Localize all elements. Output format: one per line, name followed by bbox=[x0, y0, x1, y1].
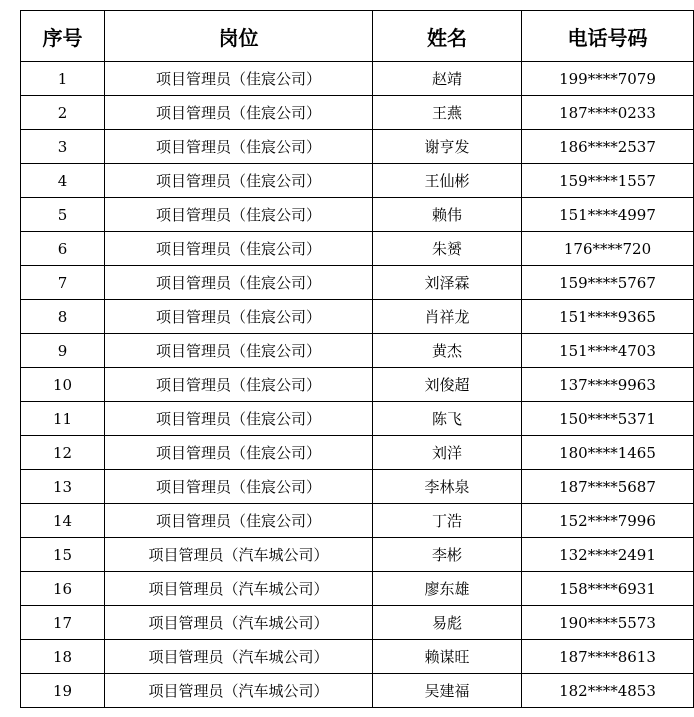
table-row bbox=[21, 572, 694, 606]
table-row bbox=[21, 96, 694, 130]
table-row bbox=[21, 232, 694, 266]
table-row bbox=[21, 674, 694, 708]
cell-index: 4 bbox=[21, 164, 105, 198]
header-index: 序号 bbox=[21, 11, 105, 62]
cell-name: 吴建福 bbox=[373, 674, 522, 708]
cell-name: 刘洋 bbox=[373, 436, 522, 470]
cell-post: 项目管理员（佳宸公司） bbox=[105, 130, 373, 164]
table-row bbox=[21, 470, 694, 504]
cell-phone: 159****1557 bbox=[522, 164, 694, 198]
cell-name: 王仙彬 bbox=[373, 164, 522, 198]
cell-phone: 187****0233 bbox=[522, 96, 694, 130]
header-name: 姓名 bbox=[373, 11, 522, 62]
cell-index: 18 bbox=[21, 640, 105, 674]
cell-post: 项目管理员（佳宸公司） bbox=[105, 334, 373, 368]
cell-index: 8 bbox=[21, 300, 105, 334]
cell-index: 3 bbox=[21, 130, 105, 164]
cell-post: 项目管理员（佳宸公司） bbox=[105, 198, 373, 232]
cell-name: 廖东雄 bbox=[373, 572, 522, 606]
cell-name: 赖谋旺 bbox=[373, 640, 522, 674]
cell-phone: 187****8613 bbox=[522, 640, 694, 674]
cell-post: 项目管理员（汽车城公司） bbox=[105, 538, 373, 572]
table-row bbox=[21, 640, 694, 674]
table-row bbox=[21, 198, 694, 232]
cell-phone: 159****5767 bbox=[522, 266, 694, 300]
cell-name: 王燕 bbox=[373, 96, 522, 130]
cell-index: 11 bbox=[21, 402, 105, 436]
cell-post: 项目管理员（佳宸公司） bbox=[105, 62, 373, 96]
cell-index: 6 bbox=[21, 232, 105, 266]
cell-index: 13 bbox=[21, 470, 105, 504]
cell-index: 5 bbox=[21, 198, 105, 232]
cell-index: 16 bbox=[21, 572, 105, 606]
table-body bbox=[21, 62, 694, 708]
cell-phone: 158****6931 bbox=[522, 572, 694, 606]
cell-name: 丁浩 bbox=[373, 504, 522, 538]
cell-phone: 187****5687 bbox=[522, 470, 694, 504]
cell-index: 2 bbox=[21, 96, 105, 130]
table-row bbox=[21, 300, 694, 334]
cell-name: 刘泽霖 bbox=[373, 266, 522, 300]
cell-post: 项目管理员（汽车城公司） bbox=[105, 572, 373, 606]
table-row bbox=[21, 436, 694, 470]
header-post: 岗位 bbox=[105, 11, 373, 62]
cell-index: 14 bbox=[21, 504, 105, 538]
cell-post: 项目管理员（佳宸公司） bbox=[105, 402, 373, 436]
cell-name: 谢亨发 bbox=[373, 130, 522, 164]
cell-phone: 182****4853 bbox=[522, 674, 694, 708]
cell-index: 10 bbox=[21, 368, 105, 402]
header-row bbox=[21, 11, 694, 62]
table-row bbox=[21, 402, 694, 436]
cell-phone: 186****2537 bbox=[522, 130, 694, 164]
cell-phone: 137****9963 bbox=[522, 368, 694, 402]
cell-post: 项目管理员（佳宸公司） bbox=[105, 368, 373, 402]
cell-name: 陈飞 bbox=[373, 402, 522, 436]
cell-phone: 151****4703 bbox=[522, 334, 694, 368]
cell-post: 项目管理员（汽车城公司） bbox=[105, 606, 373, 640]
table-row bbox=[21, 62, 694, 96]
cell-index: 7 bbox=[21, 266, 105, 300]
header-phone: 电话号码 bbox=[522, 11, 694, 62]
cell-name: 黄杰 bbox=[373, 334, 522, 368]
cell-post: 项目管理员（佳宸公司） bbox=[105, 96, 373, 130]
cell-post: 项目管理员（汽车城公司） bbox=[105, 674, 373, 708]
cell-post: 项目管理员（佳宸公司） bbox=[105, 504, 373, 538]
cell-name: 易彪 bbox=[373, 606, 522, 640]
cell-name: 赖伟 bbox=[373, 198, 522, 232]
cell-index: 1 bbox=[21, 62, 105, 96]
cell-phone: 180****1465 bbox=[522, 436, 694, 470]
cell-index: 12 bbox=[21, 436, 105, 470]
cell-name: 刘俊超 bbox=[373, 368, 522, 402]
table-row bbox=[21, 538, 694, 572]
cell-phone: 132****2491 bbox=[522, 538, 694, 572]
table-row bbox=[21, 504, 694, 538]
table-row bbox=[21, 606, 694, 640]
cell-phone: 152****7996 bbox=[522, 504, 694, 538]
table-row bbox=[21, 266, 694, 300]
table-row bbox=[21, 130, 694, 164]
cell-index: 15 bbox=[21, 538, 105, 572]
cell-phone: 199****7079 bbox=[522, 62, 694, 96]
cell-post: 项目管理员（佳宸公司） bbox=[105, 266, 373, 300]
cell-phone: 176****720 bbox=[522, 232, 694, 266]
cell-name: 李林泉 bbox=[373, 470, 522, 504]
cell-phone: 150****5371 bbox=[522, 402, 694, 436]
table-row bbox=[21, 164, 694, 198]
cell-post: 项目管理员（佳宸公司） bbox=[105, 164, 373, 198]
cell-index: 19 bbox=[21, 674, 105, 708]
table-header bbox=[21, 11, 694, 62]
cell-phone: 151****4997 bbox=[522, 198, 694, 232]
cell-name: 朱赟 bbox=[373, 232, 522, 266]
cell-name: 肖祥龙 bbox=[373, 300, 522, 334]
cell-post: 项目管理员（佳宸公司） bbox=[105, 300, 373, 334]
staff-contact-table bbox=[20, 10, 694, 708]
cell-post: 项目管理员（佳宸公司） bbox=[105, 232, 373, 266]
table-row bbox=[21, 334, 694, 368]
cell-index: 17 bbox=[21, 606, 105, 640]
cell-post: 项目管理员（佳宸公司） bbox=[105, 436, 373, 470]
table-row bbox=[21, 368, 694, 402]
cell-phone: 190****5573 bbox=[522, 606, 694, 640]
cell-post: 项目管理员（佳宸公司） bbox=[105, 470, 373, 504]
cell-phone: 151****9365 bbox=[522, 300, 694, 334]
cell-name: 赵靖 bbox=[373, 62, 522, 96]
cell-post: 项目管理员（汽车城公司） bbox=[105, 640, 373, 674]
cell-index: 9 bbox=[21, 334, 105, 368]
cell-name: 李彬 bbox=[373, 538, 522, 572]
